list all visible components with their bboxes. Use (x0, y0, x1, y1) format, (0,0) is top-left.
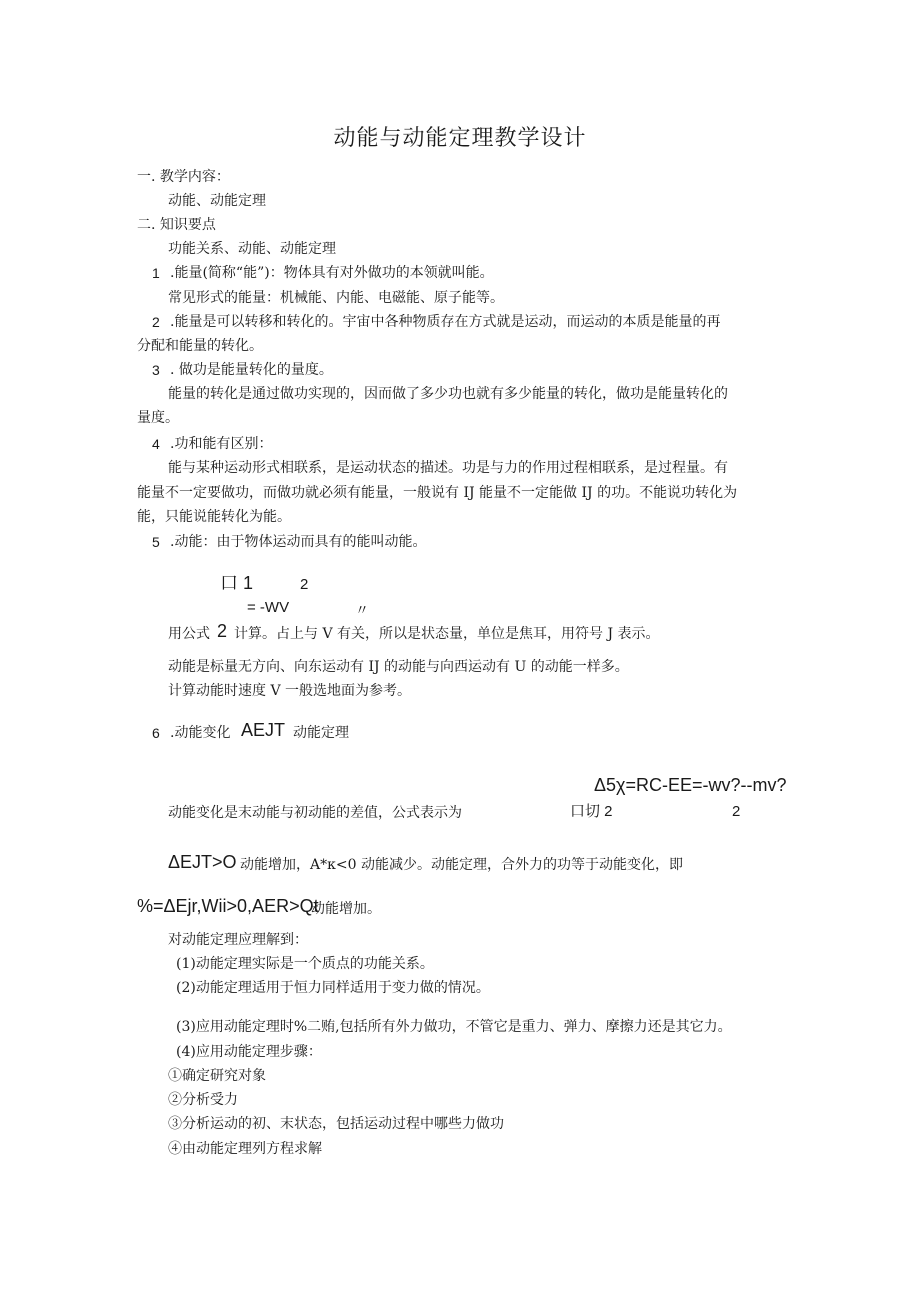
step-item: ②分析受力 (168, 1092, 238, 1108)
document-title: 动能与动能定理教学设计 (333, 126, 587, 151)
item5-para2: 动能是标量无方向、向东运动有 IJ 的动能与向西运动有 U 的动能一样多。 (168, 659, 629, 675)
kinetic-formula-prefix: 口 1 (220, 573, 254, 593)
item6-number: 6 (152, 725, 160, 741)
kinetic-formula-exponent: 2 (300, 576, 309, 593)
item6-formula-mark1: 口切 2 (570, 803, 613, 820)
item3-number: 3 (152, 362, 160, 378)
item2-line1: .能量是可以转移和转化的。宇宙中各种物质存在方式就是运动，而运动的本质是能量的再 (170, 314, 721, 330)
step-item: ①确定研究对象 (168, 1068, 266, 1084)
understanding-point-3: (3)应用动能定理时%二贿,包括所有外力做功，不管它是重力、弹力、摩擦力还是其它力。 (176, 1019, 732, 1035)
kinetic-change-formula: Δ5χ=RC-EE=-wv?--mv? (594, 775, 787, 795)
item6-delta-symbol: AEJT (241, 720, 286, 740)
item3-text: . 做功是能量转化的量度。 (170, 362, 333, 378)
item2-line2: 分配和能量的转化。 (137, 338, 263, 354)
step-item: ③分析运动的初、末状态，包括运动过程中哪些力做功 (168, 1116, 504, 1132)
understanding-point-4: (4)应用动能定理步骤： (176, 1044, 322, 1060)
item5-text: .动能：由于物体运动而具有的能叫动能。 (170, 534, 427, 550)
item3-para2: 量度。 (137, 410, 179, 426)
kinetic-formula-mark: 〃 (355, 602, 369, 618)
understanding-point-2: (2)动能定理适用于恒力同样适用于变力做的情况。 (176, 980, 490, 996)
item6-condition-symbol: ΔEJT>O (168, 852, 237, 872)
item1-text: .能量(简称“能”)：物体具有对外做功的本领就叫能。 (170, 265, 494, 281)
understanding-heading: 对动能定理应理解到： (168, 932, 308, 948)
item6-description: 动能变化是末动能与初动能的差值，公式表示为 (168, 805, 462, 821)
item5-use-text: 计算。占上与 V 有关，所以是状态量，单位是焦耳，用符号 J 表示。 (234, 626, 660, 642)
work-energy-equation-text: 动能增加。 (311, 901, 381, 917)
item4-para2: 能量不一定要做功，而做功就必须有能量，一般说有 IJ 能量不一定能做 IJ 的功。不能说功转化为 (137, 485, 738, 501)
item4-para1: 能与某种运动形式相联系，是运动状态的描述。功是与力的作用过程相联系，是过程量。有 (168, 460, 728, 476)
item3-para1: 能量的转化是通过做功实现的，因而做了多少功也就有多少能量的转化，做功是能量转化的 (168, 386, 728, 402)
item5-use-number: 2 (217, 621, 228, 641)
understanding-point-1: (1)动能定理实际是一个质点的功能关系。 (176, 956, 434, 972)
item1-sub: 常见形式的能量：机械能、内能、电磁能、原子能等。 (168, 290, 504, 306)
item1-number: 1 (152, 265, 160, 281)
step-item: ④由动能定理列方程求解 (168, 1141, 322, 1157)
item5-para3: 计算动能时速度 V 一般选地面为参考。 (168, 683, 412, 699)
section1-content: 动能、动能定理 (168, 193, 266, 209)
item6-text-suffix: 动能定理 (293, 725, 349, 741)
item2-number: 2 (152, 314, 160, 330)
item5-use-prefix: 用公式 (168, 626, 210, 642)
item6-condition-text: 动能增加，A*κ<0 动能减少。动能定理，合外力的功等于动能变化，即 (240, 857, 683, 873)
item6-text-prefix: .动能变化 (170, 725, 231, 741)
section2-intro: 功能关系、动能、动能定理 (168, 241, 336, 257)
work-energy-equation: %=ΔEjr,Wii>0,AER>Qt (137, 896, 319, 916)
item5-number: 5 (152, 534, 160, 550)
item4-para3: 能，只能说能转化为能。 (137, 509, 291, 525)
section2-heading: 二. 知识要点 (137, 217, 216, 233)
section1-heading: 一. 教学内容： (137, 169, 230, 185)
item4-number: 4 (152, 436, 160, 452)
kinetic-formula-body: = -WV (247, 599, 290, 616)
item4-text: .功和能有区别： (170, 436, 273, 452)
item6-formula-mark2: 2 (732, 803, 741, 820)
